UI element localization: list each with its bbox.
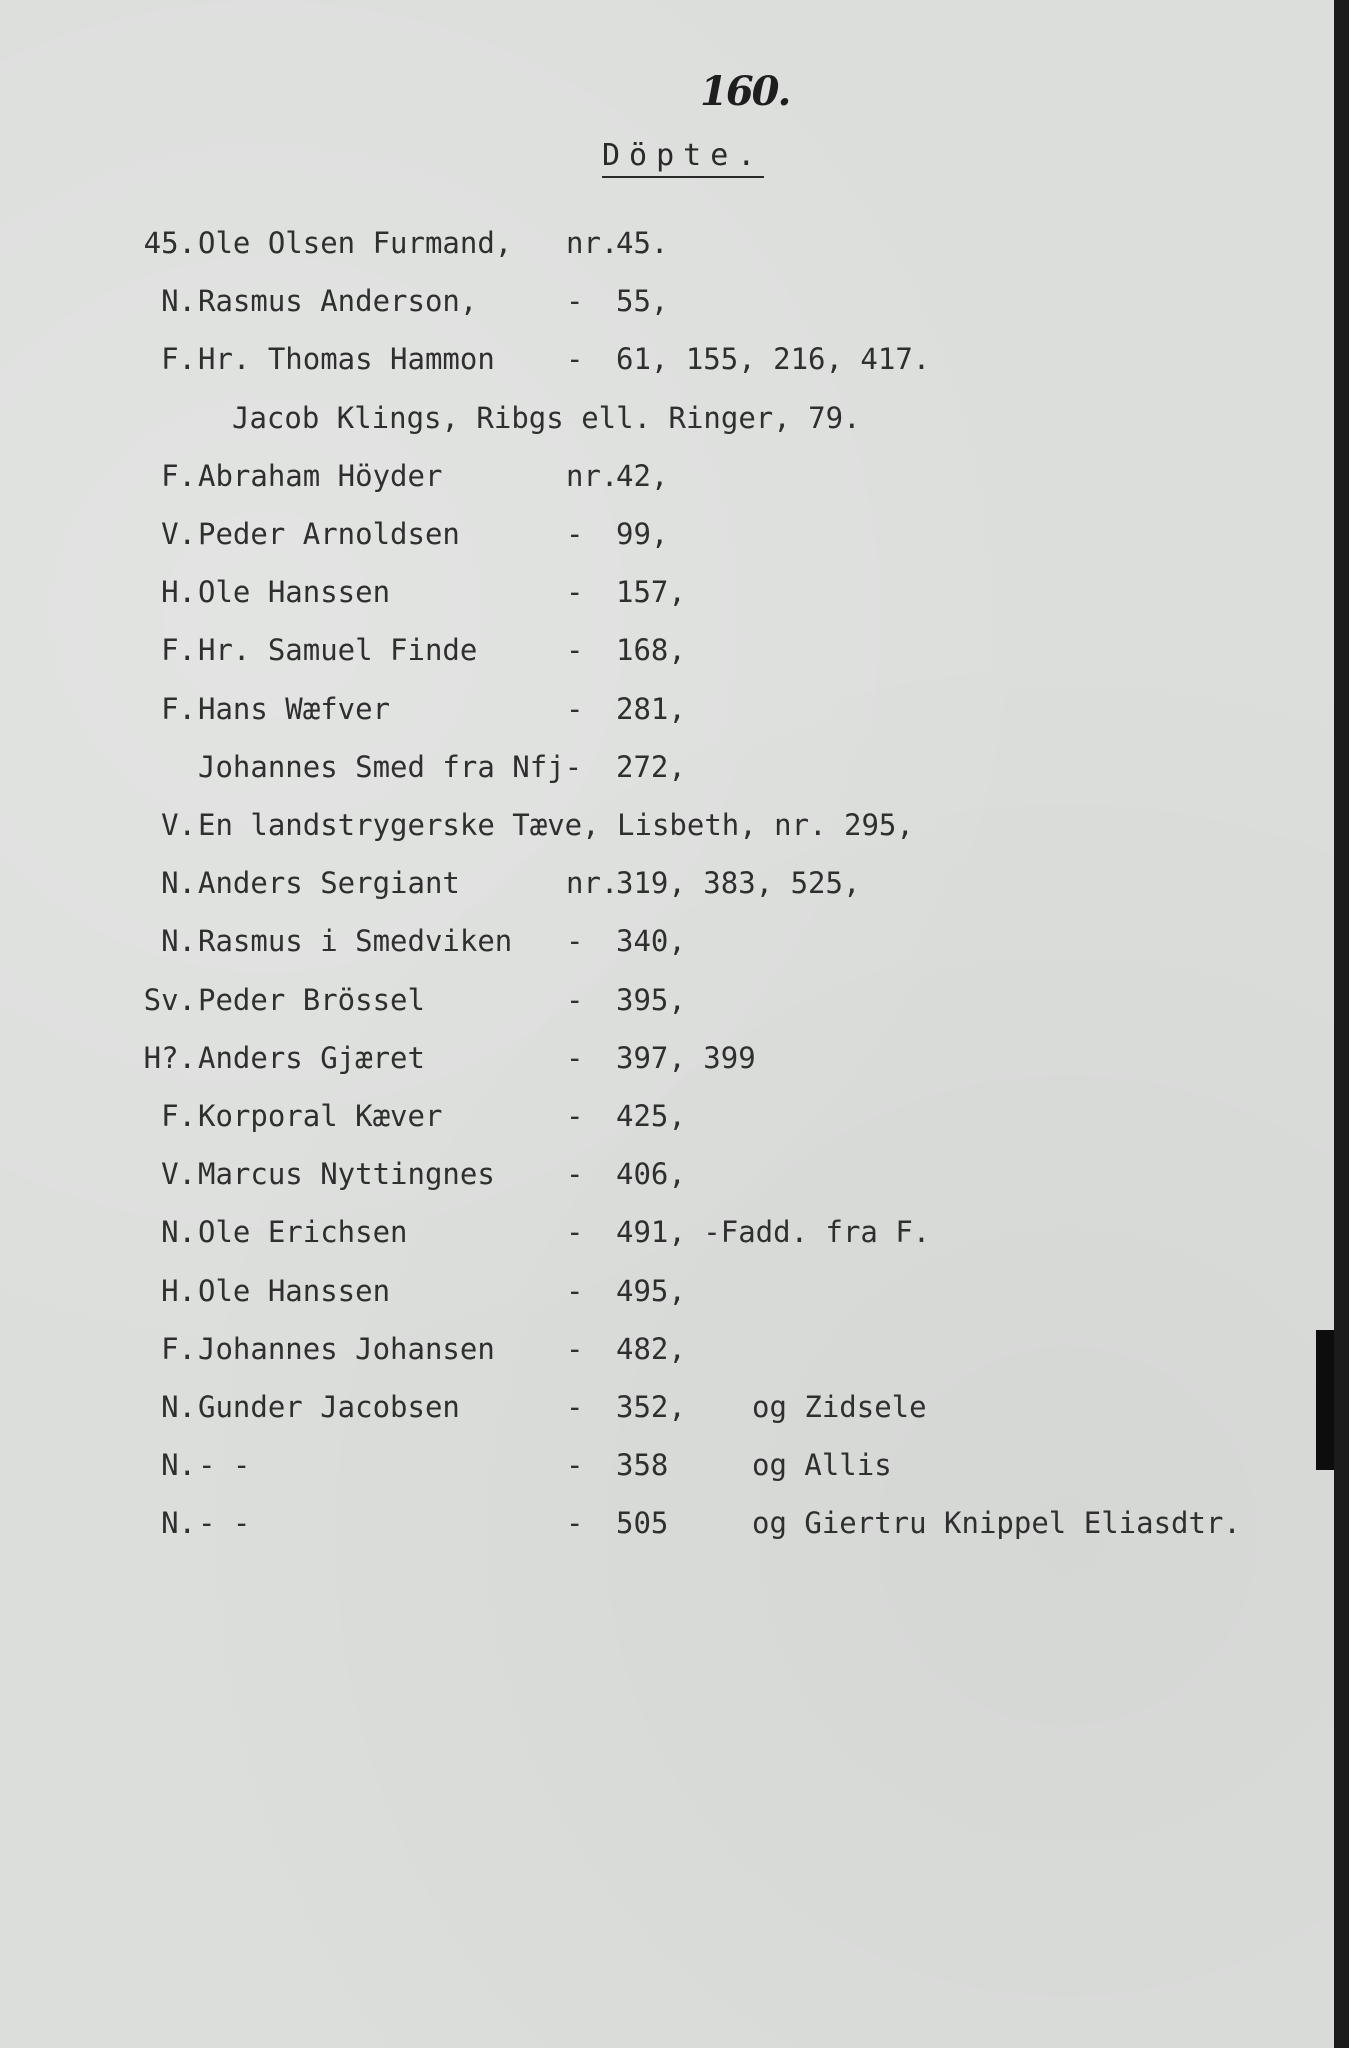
entry-numbers: 157, [616, 575, 686, 609]
entry-numbers: 397, 399 [616, 1041, 756, 1075]
list-item [0, 1215, 1300, 1259]
entry-numbers: 482, [616, 1332, 686, 1366]
entry-numbers: 99, [616, 517, 669, 551]
entry-name: Gunder Jacobsen [198, 1390, 460, 1424]
entry-name: Peder Arnoldsen [198, 517, 460, 551]
entry-prefix: H?. [143, 1041, 196, 1075]
list-item [0, 401, 1300, 445]
list-item [0, 1332, 1300, 1376]
entry-numbers: 495, [616, 1274, 686, 1308]
entry-name: Hans Wæfver [198, 692, 391, 726]
entry-prefix: Sv. [143, 983, 196, 1017]
entry-name: Hr. Samuel Finde [198, 633, 478, 667]
entry-name: Hr. Thomas Hammon [198, 342, 495, 376]
entry-numbers: 168, [616, 633, 686, 667]
entry-prefix: H. [161, 1274, 196, 1308]
entry-prefix: N. [161, 284, 196, 318]
entry-separator: - [566, 1099, 584, 1133]
entry-prefix: F. [161, 342, 196, 376]
entry-prefix: V. [161, 1157, 196, 1191]
entry-numbers: 281, [616, 692, 686, 726]
entry-name: Abraham Höyder [198, 459, 443, 493]
entry-separator: - [566, 633, 584, 667]
entry-numbers: 395, [616, 983, 686, 1017]
entry-separator: - [566, 1157, 584, 1191]
entry-separator: - [566, 575, 584, 609]
entry-separator: - [566, 983, 584, 1017]
list-item [0, 284, 1300, 328]
entry-prefix: 45. [143, 226, 196, 260]
entry-name: - - [198, 1506, 251, 1540]
entry-prefix: N. [161, 1390, 196, 1424]
list-item [0, 1099, 1300, 1143]
entry-prefix: H. [161, 575, 196, 609]
entry-prefix: V. [161, 517, 196, 551]
entry-name: Jacob Klings, Ribgs ell. Ringer, 79. [232, 401, 861, 435]
entry-separator: - [566, 284, 584, 318]
entry-name: Rasmus Anderson, [198, 284, 478, 318]
entry-numbers: 406, [616, 1157, 686, 1191]
entry-prefix: V. [161, 808, 196, 842]
list-item [0, 226, 1300, 270]
entry-name: Anders Gjæret [198, 1041, 425, 1075]
entry-name: Ole Olsen Furmand, [198, 226, 513, 260]
entry-numbers: 45. [616, 226, 669, 260]
list-item [0, 1448, 1300, 1492]
entry-separator: - [566, 1274, 584, 1308]
list-item [0, 866, 1300, 910]
entry-name: Ole Erichsen [198, 1215, 408, 1249]
entry-separator: - [566, 1390, 584, 1424]
entry-numbers: 425, [616, 1099, 686, 1133]
entry-separator: - [566, 1506, 584, 1540]
entry-numbers: 491, -Fadd. fra F. [616, 1215, 931, 1249]
list-item [0, 808, 1300, 852]
entry-prefix: N. [161, 924, 196, 958]
entry-numbers: 42, [616, 459, 669, 493]
entry-numbers: 61, 155, 216, 417. [616, 342, 931, 376]
entry-separator: nr. [566, 226, 619, 260]
entry-separator: nr. [566, 866, 619, 900]
list-item [0, 1041, 1300, 1085]
entry-name: En landstrygerske Tæve, Lisbeth, nr. 295, [198, 808, 914, 842]
entry-prefix: N. [161, 1448, 196, 1482]
list-item [0, 517, 1300, 561]
entry-separator: - [566, 517, 584, 551]
entry-name: Korporal Kæver [198, 1099, 443, 1133]
page-number: 160. [700, 68, 790, 115]
list-item [0, 633, 1300, 677]
list-item [0, 575, 1300, 619]
list-item [0, 750, 1300, 794]
entry-separator: - [566, 692, 584, 726]
entry-prefix: F. [161, 692, 196, 726]
entry-numbers: 340, [616, 924, 686, 958]
page-heading: Döpte. [602, 138, 764, 178]
entry-note: og Giertru Knippel Eliasdtr. [752, 1506, 1241, 1540]
list-item [0, 459, 1300, 503]
entry-name: Marcus Nyttingnes [198, 1157, 495, 1191]
entry-separator: - [566, 924, 584, 958]
list-item [0, 1157, 1300, 1201]
entry-name: Johannes Smed fra Nfj- [198, 750, 583, 784]
entry-separator: - [566, 1332, 584, 1366]
entry-separator: - [566, 1215, 584, 1249]
entry-prefix: F. [161, 1332, 196, 1366]
entry-numbers: 505 [616, 1506, 669, 1540]
entry-name: Peder Brössel [198, 983, 425, 1017]
entry-separator: - [566, 1041, 584, 1075]
list-item [0, 1274, 1300, 1318]
entry-numbers: 358 [616, 1448, 669, 1482]
entry-name: Ole Hanssen [198, 575, 391, 609]
list-item [0, 342, 1300, 386]
entry-note: og Allis [752, 1448, 892, 1482]
entry-prefix: F. [161, 459, 196, 493]
entry-numbers: 352, [616, 1390, 686, 1424]
entry-name: Anders Sergiant [198, 866, 460, 900]
entry-name: - - [198, 1448, 251, 1482]
entry-numbers: 55, [616, 284, 669, 318]
entry-prefix: F. [161, 1099, 196, 1133]
entry-separator: - [566, 342, 584, 376]
entry-name: Ole Hanssen [198, 1274, 391, 1308]
scan-edge-shadow [1316, 1330, 1334, 1470]
entry-prefix: F. [161, 633, 196, 667]
list-item [0, 1390, 1300, 1434]
entry-numbers: 272, [616, 750, 686, 784]
entry-numbers: 319, 383, 525, [616, 866, 861, 900]
entry-prefix: N. [161, 866, 196, 900]
list-item [0, 924, 1300, 968]
entry-name: Rasmus i Smedviken [198, 924, 513, 958]
entry-note: og Zidsele [752, 1390, 927, 1424]
entry-prefix: N. [161, 1506, 196, 1540]
list-item [0, 692, 1300, 736]
list-item [0, 1506, 1300, 1550]
list-item [0, 983, 1300, 1027]
entry-separator: - [566, 1448, 584, 1482]
entry-separator: nr. [566, 459, 619, 493]
entry-prefix: N. [161, 1215, 196, 1249]
entry-name: Johannes Johansen [198, 1332, 495, 1366]
